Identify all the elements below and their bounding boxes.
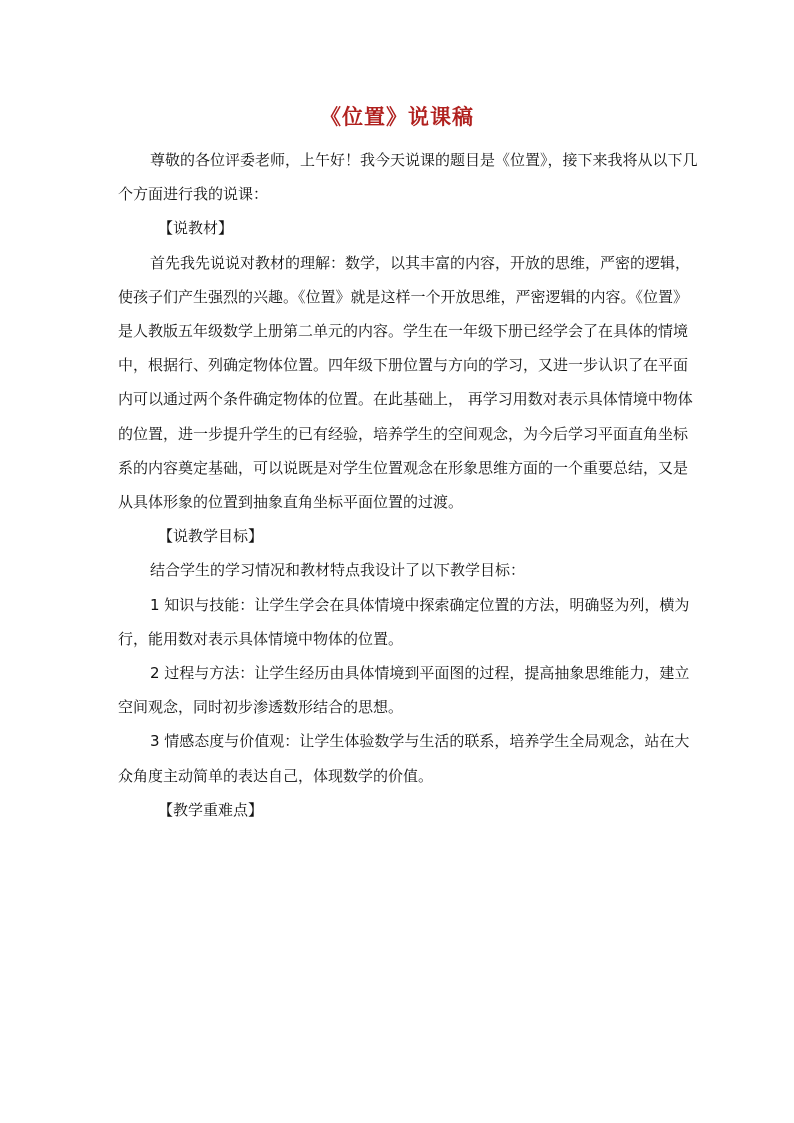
- document-body: [118, 143, 698, 827]
- goal-knowledge-skills: 1 知识与技能：让学生学会在具体情境中探索确定位置的方法，明确竖为列，横为行，能用数对表示具体情境中物体的位置。: [118, 595, 690, 648]
- intro-paragraph: 尊敬的各位评委老师，上午好！我今天说课的题目是《位置》，接下来我将从以下几个方面进行我的说课：: [118, 151, 698, 204]
- goal-attitudes-values: 3 情感态度与价值观：让学生体验数学与生活的联系，培养学生全局观念，站在大众角度主动简单的表达自己，体现数学的价值。: [118, 732, 690, 785]
- section-heading-key-difficulties: 【教学重难点】: [158, 800, 264, 819]
- page-title: 《位置》说课稿: [320, 105, 474, 129]
- section-heading-teaching-goals: 【说教学目标】: [158, 527, 264, 546]
- goal-process-methods: 2 过程与方法：让学生经历由具体情境到平面图的过程，提高抽象思维能力，建立空间观念，同时初步渗透数形结合的思想。: [118, 664, 690, 717]
- section-heading-teaching-material: 【说教材】: [158, 219, 234, 238]
- teaching-goals-intro: 结合学生的学习情况和教材特点我设计了以下教学目标：: [150, 561, 526, 580]
- teaching-material-paragraph: 首先我先说说对教材的理解：数学，以其丰富的内容，开放的思维，严密的逻辑，使孩子们产生强烈的兴趣。《位置》就是这样一个开放思维，严密逻辑的内容。《位置》是人教版五年级数学上册第二单元的内容。学生在一年级下册已经学会了在具体的情境中，根据行、列确定物体位置。四年级下册位置与方向的学习，又进一步认识了在平面内可以通过两个条件确定物体的位置。在此基础上， 再学习用数对表示具体情境中物体的位置，进一步提升学生的已有经验，培养学生的空间观念，为今后学习平面直角坐标系的内容奠定基础，可以说既是对学生位置观念在形象思维方面的一个重要总结，又是从具体形象的位置到抽象直角坐标平面位置的过渡。: [118, 253, 693, 512]
